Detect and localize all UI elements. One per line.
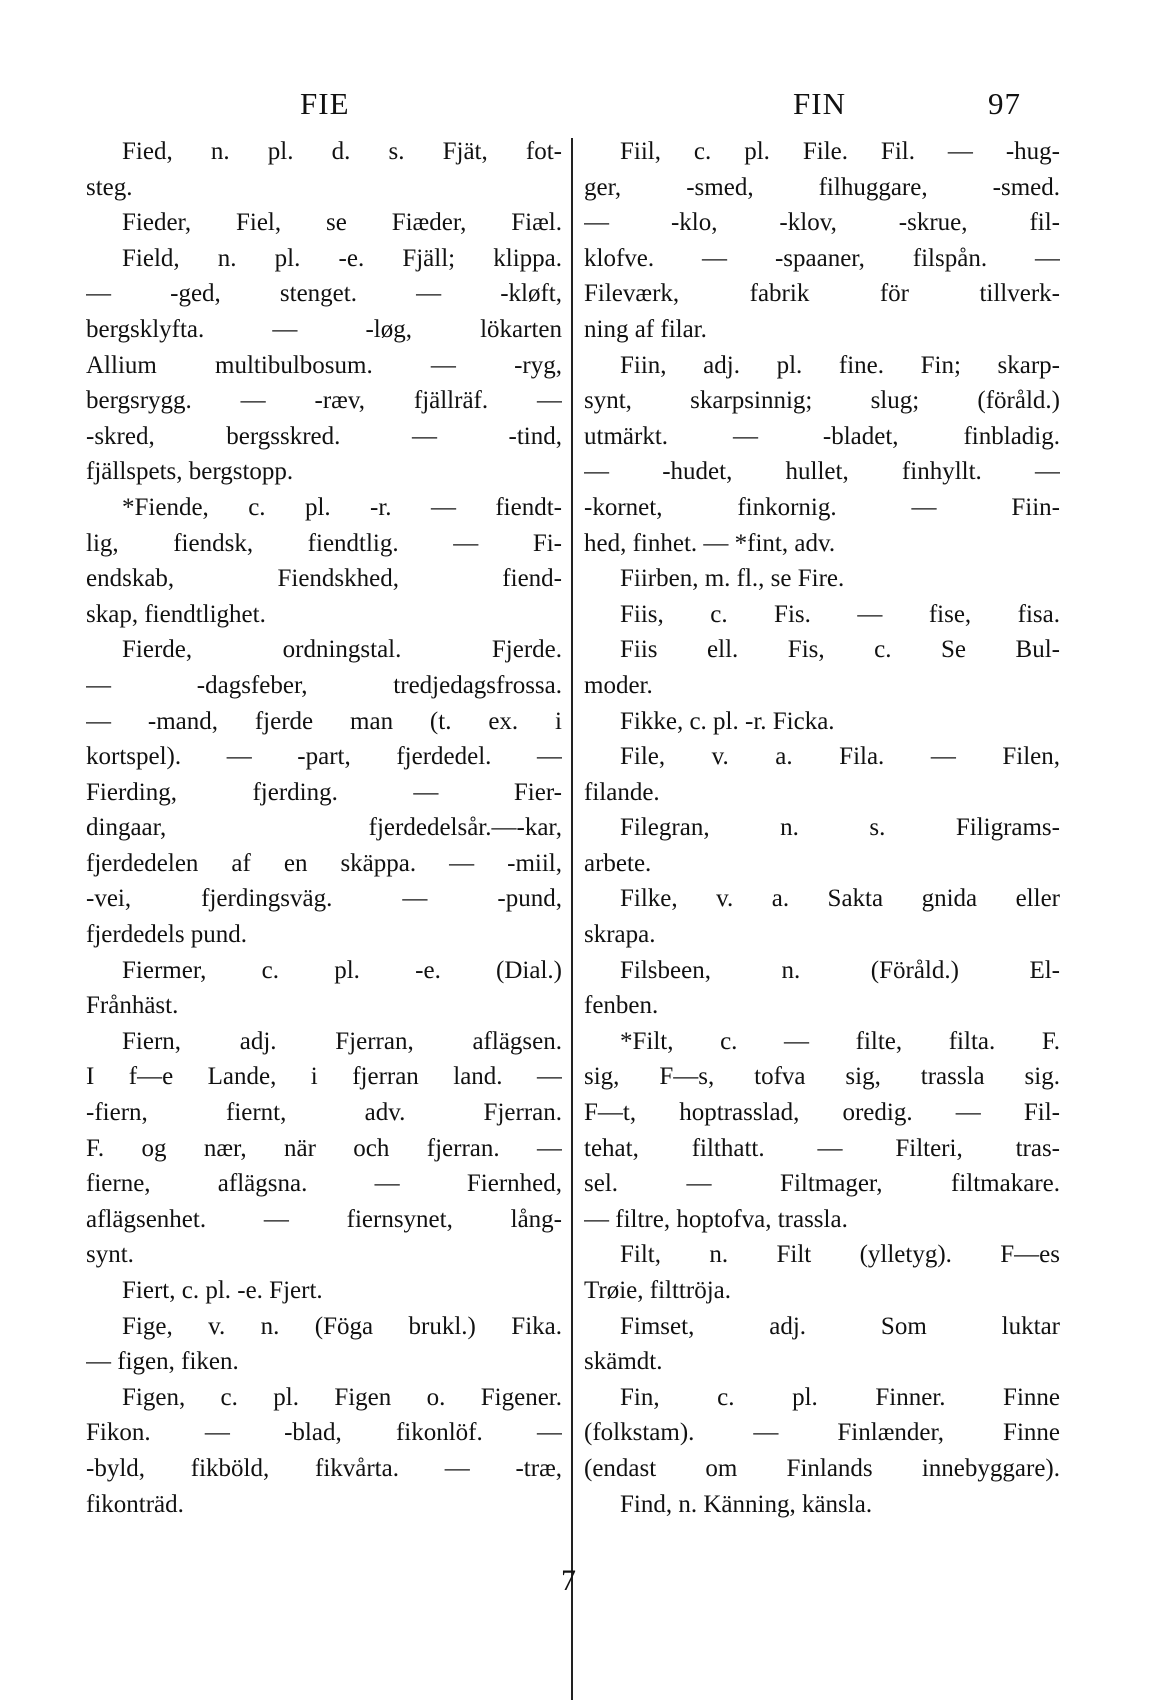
signature-mark: 7 — [561, 1564, 576, 1597]
text-line: Field, n. pl. -e. Fjäll; klippa. — [122, 244, 562, 272]
text-line: — -klo, -klov, -skrue, fil- — [584, 209, 1060, 237]
text-line: (folkstam). — Finlænder, Finne — [584, 1419, 1060, 1447]
text-line: Filegran, n. s. Filigrams- — [620, 814, 1060, 842]
text-line: Filt, n. Filt (ylletyg). F—es — [620, 1241, 1060, 1269]
text-line: Figen, c. pl. Figen o. Figener. — [122, 1383, 562, 1411]
text-line: File, v. a. Fila. — Filen, — [620, 743, 1060, 771]
text-line: bergsklyfta. — -løg, lökarten — [86, 315, 562, 343]
left-column — [86, 134, 562, 1522]
text-line: Fied, n. pl. d. s. Fjät, fot- — [122, 138, 562, 165]
text-line: arbete. — [584, 849, 652, 877]
running-head-left: FIE — [300, 86, 350, 121]
text-line: (endast om Finlands innebyggare). — [584, 1454, 1060, 1482]
text-line: Filke, v. a. Sakta gnida eller — [620, 885, 1060, 913]
text-line: -skred, bergsskred. — -tind, — [86, 422, 562, 450]
text-line: Allium multibulbosum. — -ryg, — [86, 351, 562, 379]
text-line: moder. — [584, 671, 653, 699]
text-line: ger, -smed, filhuggare, -smed. — [584, 173, 1060, 201]
text-line: fenben. — [584, 992, 659, 1020]
text-line: skämdt. — [584, 1348, 663, 1376]
text-line: — -hudet, hullet, finhyllt. — — [584, 458, 1060, 486]
text-line: skrapa. — [584, 921, 656, 949]
text-line: fierne, aflägsna. — Fiernhed, — [86, 1170, 562, 1198]
text-line: — -dagsfeber, tredjedagsfrossa. — [86, 671, 562, 699]
text-line: Frånhäst. — [86, 992, 179, 1020]
text-line: *Filt, c. — filte, filta. F. — [620, 1027, 1060, 1055]
text-line: Fierde, ordningstal. Fjerde. — [122, 636, 562, 664]
text-line: ning af filar. — [584, 315, 707, 343]
text-line: I f—e Lande, i fjerran land. — — [86, 1063, 562, 1091]
text-line: Fiis, c. Fis. — fise, fisa. — [620, 600, 1060, 628]
text-line: fjerdedels pund. — [86, 921, 248, 949]
text-line: Fiirben, m. fl., se Fire. — [620, 565, 845, 593]
text-line: -vei, fjerdingsväg. — -pund, — [86, 885, 562, 913]
text-line: -kornet, finkornig. — Fiin- — [584, 493, 1060, 521]
page-number: 97 — [988, 86, 1021, 121]
text-line: — -ged, stenget. — -kløft, — [86, 280, 562, 308]
text-line: Fiermer, c. pl. -e. (Dial.) — [122, 956, 562, 984]
text-line: fikonträd. — [86, 1490, 184, 1518]
running-head-center: FIN — [793, 86, 846, 121]
text-line: sig, F—s, tofva sig, trassla sig. — [584, 1063, 1060, 1091]
text-line: *Fiende, c. pl. -r. — fiendt- — [122, 493, 562, 521]
text-line: fjerdedelen af en skäppa. — -miil, — [86, 849, 562, 877]
text-line: skap, fiendtlighet. — [86, 600, 266, 628]
text-line: — filtre, hoptofva, trassla. — [584, 1205, 848, 1233]
text-line: Fikon. — -blad, fikonlöf. — — [86, 1419, 562, 1447]
text-line: Fiin, adj. pl. fine. Fin; skarp- — [620, 351, 1060, 379]
text-line: aflägsenhet. — fiernsynet, lång- — [86, 1205, 562, 1233]
text-line: hed, finhet. — *fint, adv. — [584, 529, 836, 557]
text-line: fjällspets, bergstopp. — [86, 458, 294, 486]
text-line: bergsrygg. — -ræv, fjällräf. — — [86, 387, 562, 415]
text-line: sel. — Filtmager, filtmakare. — [584, 1170, 1060, 1198]
text-line: Fiern, adj. Fjerran, aflägsen. — [122, 1027, 562, 1055]
text-line: — figen, fiken. — [86, 1348, 239, 1376]
text-line: Find, n. Känning, känsla. — [620, 1490, 873, 1518]
text-line: klofve. — -spaaner, filspån. — — [584, 244, 1060, 272]
text-line: Trøie, filttröja. — [584, 1277, 731, 1304]
text-line: Filsbeen, n. (Föråld.) El- — [620, 956, 1060, 984]
text-line: steg. — [86, 173, 133, 201]
text-line: Fige, v. n. (Föga brukl.) Fika. — [122, 1312, 562, 1340]
text-line: Fiert, c. pl. -e. Fjert. — [122, 1277, 323, 1304]
text-line: lig, fiendsk, fiendtlig. — Fi- — [86, 529, 562, 557]
text-line: Fileværk, fabrik för tillverk- — [584, 280, 1060, 308]
text-line: endskab, Fiendskhed, fiend- — [86, 565, 562, 593]
text-line: — -mand, fjerde man (t. ex. i — [86, 707, 562, 735]
text-line: -fiern, fiernt, adv. Fjerran. — [86, 1099, 562, 1127]
text-line: kortspel). — -part, fjerdedel. — — [86, 743, 562, 771]
text-line: Fikke, c. pl. -r. Ficka. — [620, 707, 835, 735]
text-line: synt, skarpsinnig; slug; (föråld.) — [584, 387, 1060, 415]
text-line: tehat, filthatt. — Filteri, tras- — [584, 1134, 1060, 1162]
text-line: Fiis ell. Fis, c. Se Bul- — [620, 636, 1060, 664]
text-line: Fimset, adj. Som luktar — [620, 1312, 1060, 1340]
text-line: F. og nær, när och fjerran. — — [86, 1134, 562, 1162]
right-column — [584, 134, 1060, 1522]
text-line: Fieder, Fiel, se Fiæder, Fiæl. — [122, 209, 562, 237]
text-line: dingaar, fjerdedelsår.—-kar, — [86, 814, 562, 842]
text-line: F—t, hoptrasslad, oredig. — Fil- — [584, 1099, 1060, 1127]
text-line: -byld, fikböld, fikvårta. — -træ, — [86, 1454, 562, 1482]
text-line: utmärkt. — -bladet, finbladig. — [584, 422, 1060, 450]
text-line: Fiil, c. pl. File. Fil. — -hug- — [620, 138, 1060, 165]
column-divider — [571, 138, 573, 1700]
text-line: Fin, c. pl. Finner. Finne — [620, 1383, 1060, 1411]
text-line: Fierding, fjerding. — Fier- — [86, 778, 562, 806]
text-line: synt. — [86, 1241, 134, 1269]
text-line: filande. — [584, 778, 660, 806]
